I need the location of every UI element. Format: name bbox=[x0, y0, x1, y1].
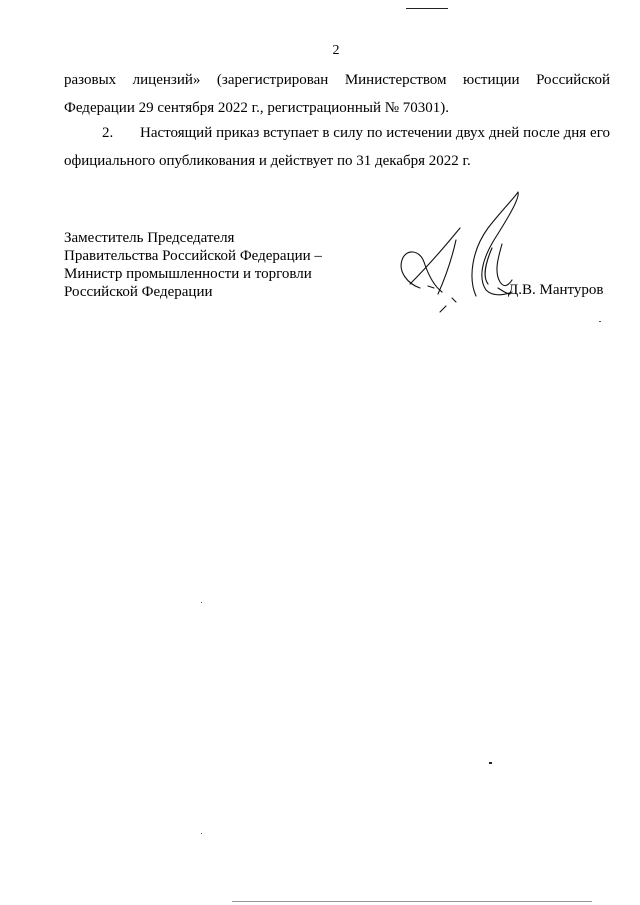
scan-speck bbox=[201, 602, 202, 603]
signatory-name: Д.В. Мантуров bbox=[508, 282, 604, 298]
paragraph-continuation bbox=[64, 66, 610, 122]
page-number: 2 bbox=[332, 43, 340, 58]
paragraph-item-2 bbox=[64, 119, 610, 175]
top-edge-mark bbox=[406, 8, 448, 9]
scan-speck bbox=[489, 762, 492, 764]
paragraph-line: официального опубликования и действует по 31 декабря 2022 г. bbox=[64, 153, 471, 169]
signatory-title bbox=[64, 229, 322, 301]
signatory-title-line: Министр промышленности и торговли bbox=[64, 266, 312, 282]
signatory-title-line: Российской Федерации bbox=[64, 284, 213, 300]
item-number: 2. bbox=[102, 125, 114, 141]
signatory-title-line: Правительства Российской Федерации – bbox=[64, 248, 322, 264]
paragraph-line: разовых лицензий» (зарегистрирован Министерством юстиции Российской bbox=[64, 72, 610, 88]
signatory-title-line: Заместитель Председателя bbox=[64, 230, 235, 246]
item-text: Настоящий приказ вступает в силу по истечении двух дней после дня его bbox=[140, 125, 610, 141]
bottom-edge-line bbox=[232, 901, 592, 902]
paragraph-line: Федерации 29 сентября 2022 г., регистрационный № 70301). bbox=[64, 100, 450, 116]
scan-speck bbox=[599, 321, 601, 322]
scan-speck bbox=[201, 833, 202, 834]
paragraph-line bbox=[64, 119, 610, 147]
